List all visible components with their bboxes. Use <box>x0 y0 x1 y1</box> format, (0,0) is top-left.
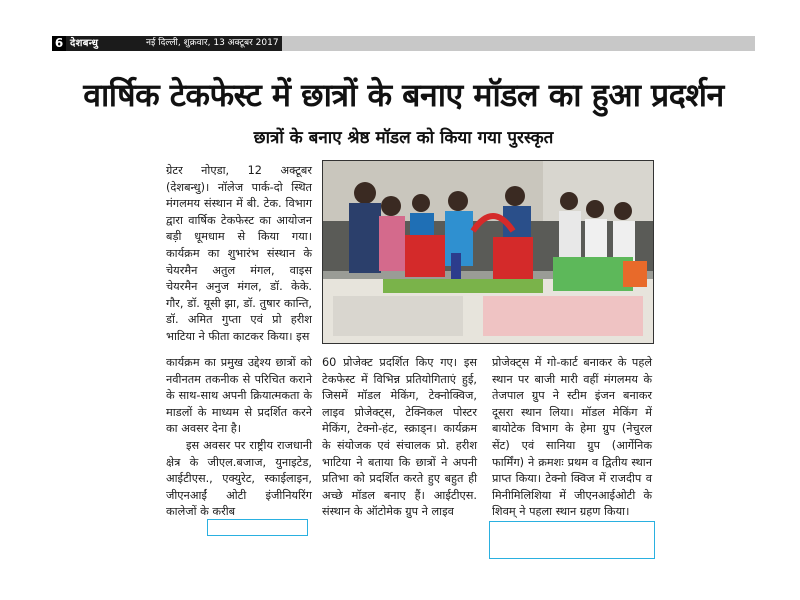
event-photo <box>322 160 654 344</box>
subheadline: छात्रों के बनाए श्रेष्ठ मॉडल को किया गया पुरस्कृत <box>253 128 554 148</box>
header-strip <box>52 36 755 51</box>
page-number: 6 <box>52 36 66 51</box>
highlight-inline-gniot <box>207 519 308 536</box>
column-1-bottom <box>166 355 312 521</box>
event-photo-illustration <box>323 161 653 343</box>
highlight-box-result <box>489 521 655 559</box>
column-3 <box>492 355 652 521</box>
dateline: नई दिल्ली, शुक्रवार, 13 अक्टूबर 2017 <box>146 38 279 48</box>
headline: वार्षिक टेकफेस्ट में छात्रों के बनाए मॉडल का हुआ प्रदर्शन <box>83 76 724 114</box>
col2-text: 60 प्रोजेक्ट प्रदर्शित किए गए। इस टेकफेस्ट में विभिन्न प्रतियोगिताएं हुई, जिसमें मॉडल मेकिंग, टेक्नोक्विज, लाइव प्रोजेक्ट्स, टेक्निकल पोस्टर मेकिंग, टेक्नो-हंट, स्क्राड्न। कार्यक्रम के संयोजक एवं संचालक प्रो. हरीश भाटिया ने बताया कि छात्रों ने अपनी प्रतिभा को प्रदर्शित करते हुए बहुत ही अच्छे मॉडल बनाए हैं। आईटीएस. संस्थान के ऑटोमेक ग्रुप ने लाइव <box>322 356 477 519</box>
col1-bottom-p1: कार्यक्रम का प्रमुख उद्देश्य छात्रों को नवीनतम तकनीक से परिचित कराने के साथ-साथ अपनी क्रियात्मकता के माडलों के माध्यम से प्रदर्शित करने का अवसर देना है। <box>166 356 312 436</box>
masthead-logo: देशबन्धु <box>70 38 99 49</box>
col1-top-text: ग्रेटर नोएडा, 12 अक्टूबर (देशबन्धु)। नॉलेज पार्क-दो स्थित मंगलमय संस्थान में बी. टेक. विभाग द्वारा वार्षिक टेकफेस्ट का आयोजन बड़ी धूमधाम से किया गया। कार्यक्रम का शुभारंभ संस्थान के चेयरमैन अतुल मंगल, वाइस चेयरमैन अनुज मंगल, डॉ. केके. गौर, डॉ. यूसी झा, डॉ. तुषार कान्ति, डॉ. अमित गुप्ता एवं प्रो हरीश भाटिया ने फीता काटकर किया। इस <box>166 164 312 343</box>
col1-bottom-p2: इस अवसर पर राष्ट्रीय राजधानी क्षेत्र के जीएल.बजाज, युनाइटेड, आईटीएस., एक्युरेट, स्काईलाइन, जीएनआईं ओटी इंजीनियरिंग कालेजों के करीब <box>166 438 312 519</box>
col3-text: प्रोजेक्ट्स में गो-कार्ट बनाकर के पहले स्थान पर बाजी मारी वहीं मंगलमय के तेजपाल ग्रुप ने स्टीम इंजन बनाकर दूसरा स्थान लिया। मॉडल मेकिंग में बायोटेक विभाग के हेमा ग्रुप (नेचुरल सेंट) एवं सानिया ग्रुप (आर्गेनिक फार्मिंग) ने क्रमशः प्रथम व द्वितीय स्थान प्राप्त किया। टेक्नो क्विज में राजदीप व मिनीमिलिशिया में जीएनआईओटी के शिवम् ने पहला स्थान ग्रहण किया। <box>492 356 652 519</box>
column-2 <box>322 355 477 521</box>
column-1-top <box>166 163 312 346</box>
